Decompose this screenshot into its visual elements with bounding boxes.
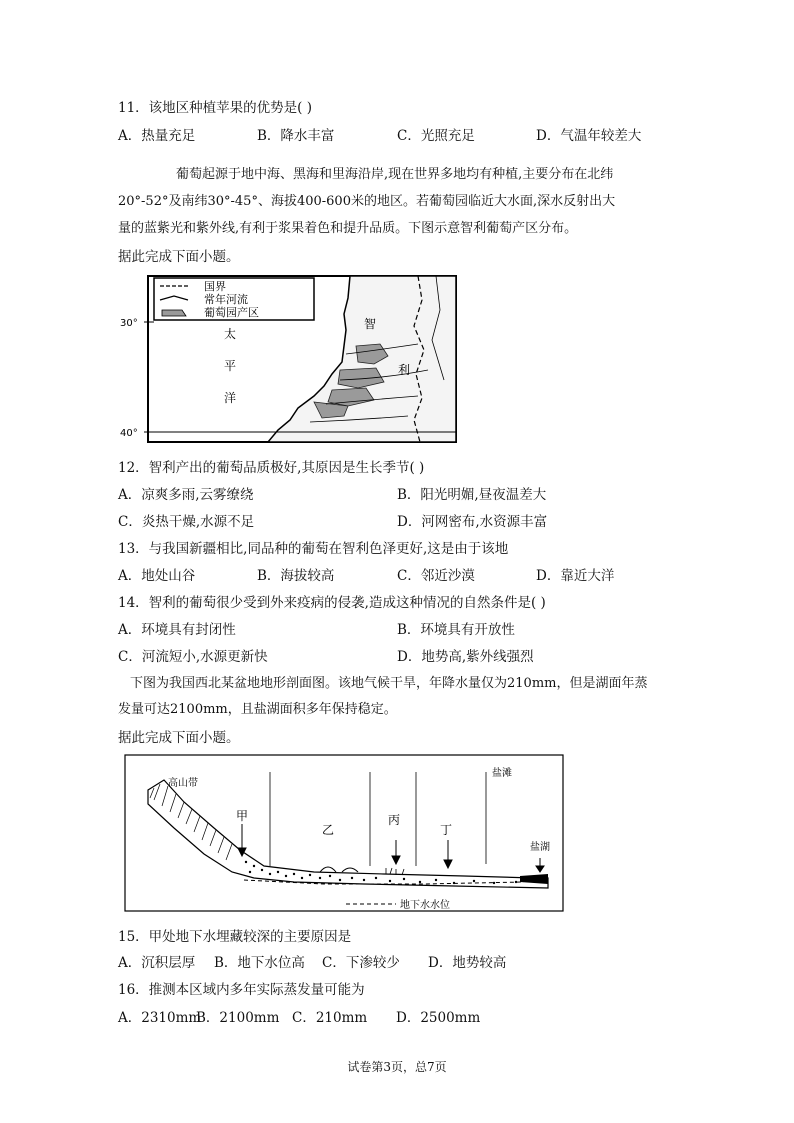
q16-option-a: A．2310mm <box>118 1010 202 1026</box>
q15-stem: 15．甲处地下水埋藏较深的主要原因是 <box>118 929 352 945</box>
passage2-line2: 发量可达2100mm，且盐湖面积多年保持稳定。 <box>118 702 397 717</box>
q12-option-c: C．炎热干燥,水源不足 <box>118 514 255 530</box>
q16-stem: 16．推测本区域内多年实际蒸发量可能为 <box>118 982 365 998</box>
q14-option-c: C．河流短小,水源更新快 <box>118 649 268 665</box>
q14-option-d: D．地势高,紫外线强烈 <box>397 649 534 665</box>
passage1-line1: 葡萄起源于地中海、黑海和里海沿岸,现在世界多地均有种植,主要分布在北纬 <box>176 167 614 182</box>
map-ocean-3: 洋 <box>224 391 237 405</box>
profile-label-salt-lake: 盐湖 <box>530 842 550 853</box>
q15-option-b: B．地下水位高 <box>214 955 305 971</box>
map-legend-river: 常年河流 <box>204 293 248 306</box>
profile-legend-groundwater: 地下水水位 <box>400 900 450 911</box>
q16-option-d: D．2500mm <box>396 1010 481 1026</box>
profile-label-salt-flat: 盐滩 <box>492 768 512 779</box>
passage1-instruction: 据此完成下面小题。 <box>118 249 240 265</box>
q13-option-c: C．邻近沙漠 <box>397 568 475 584</box>
q11-option-a: A．热量充足 <box>118 128 196 144</box>
q16-option-c: C．210mm <box>292 1010 368 1026</box>
q15-option-a: A．沉积层厚 <box>118 955 196 971</box>
basin-profile-diagram <box>124 754 566 914</box>
map-ocean-1: 太 <box>224 327 237 341</box>
passage2-line1: 下图为我国西北某盆地地形剖面图。该地气候干旱，年降水量仅为210mm，但是湖面年蒸 <box>130 676 648 691</box>
q16-option-b: B．2100mm <box>196 1010 280 1026</box>
map-lat-30: 30° <box>120 318 138 329</box>
q11-option-c: C．光照充足 <box>397 128 475 144</box>
profile-label-yi: 乙 <box>322 823 335 837</box>
map-legend-grape: 葡萄园产区 <box>204 306 259 319</box>
q12-option-d: D．河网密布,水资源丰富 <box>397 514 548 530</box>
map-country-1: 智 <box>364 317 377 331</box>
map-country-2: 利 <box>398 363 411 377</box>
q14-option-a: A．环境具有封闭性 <box>118 622 236 638</box>
passage1-line3: 量的蓝紫光和紫外线,有利于浆果着色和提升品质。下图示意智利葡萄产区分布。 <box>118 221 578 236</box>
q13-option-a: A．地处山谷 <box>118 568 196 584</box>
chile-grape-map <box>118 270 463 448</box>
q12-stem: 12．智利产出的葡萄品质极好,其原因是生长季节( ) <box>118 460 425 476</box>
q13-option-d: D．靠近大洋 <box>536 568 615 584</box>
map-legend-border: 国界 <box>204 280 226 293</box>
profile-label-ding: 丁 <box>440 823 453 837</box>
q12-option-b: B．阳光明媚,昼夜温差大 <box>397 487 547 503</box>
profile-label-jia: 甲 <box>236 809 249 823</box>
q14-option-b: B．环境具有开放性 <box>397 622 515 638</box>
q14-stem: 14．智利的葡萄很少受到外来疫病的侵袭,造成这种情况的自然条件是( ) <box>118 595 546 611</box>
q13-stem: 13．与我国新疆相比,同品种的葡萄在智利色泽更好,这是由于该地 <box>118 541 509 557</box>
q11-option-d: D．气温年较差大 <box>536 128 642 144</box>
page-footer: 试卷第3页，总7页 <box>347 1060 447 1074</box>
q11-option-b: B．降水丰富 <box>257 128 335 144</box>
passage1-line2: 20°-52°及南纬30°-45°、海拔400-600米的地区。若葡萄园临近大水面,深水反射出大 <box>118 194 616 209</box>
profile-label-mountain: 高山带 <box>168 778 198 789</box>
q12-option-a: A．凉爽多雨,云雾缭绕 <box>118 487 254 503</box>
q15-option-c: C．下渗较少 <box>322 955 400 971</box>
q13-option-b: B．海拔较高 <box>257 568 335 584</box>
profile-label-bing: 丙 <box>388 813 401 827</box>
q11-stem: 11．该地区种植苹果的优势是( ) <box>118 100 313 116</box>
q15-option-d: D．地势较高 <box>428 955 507 971</box>
passage2-instruction: 据此完成下面小题。 <box>118 730 240 746</box>
map-ocean-2: 平 <box>224 359 237 373</box>
map-lat-40: 40° <box>120 428 138 439</box>
